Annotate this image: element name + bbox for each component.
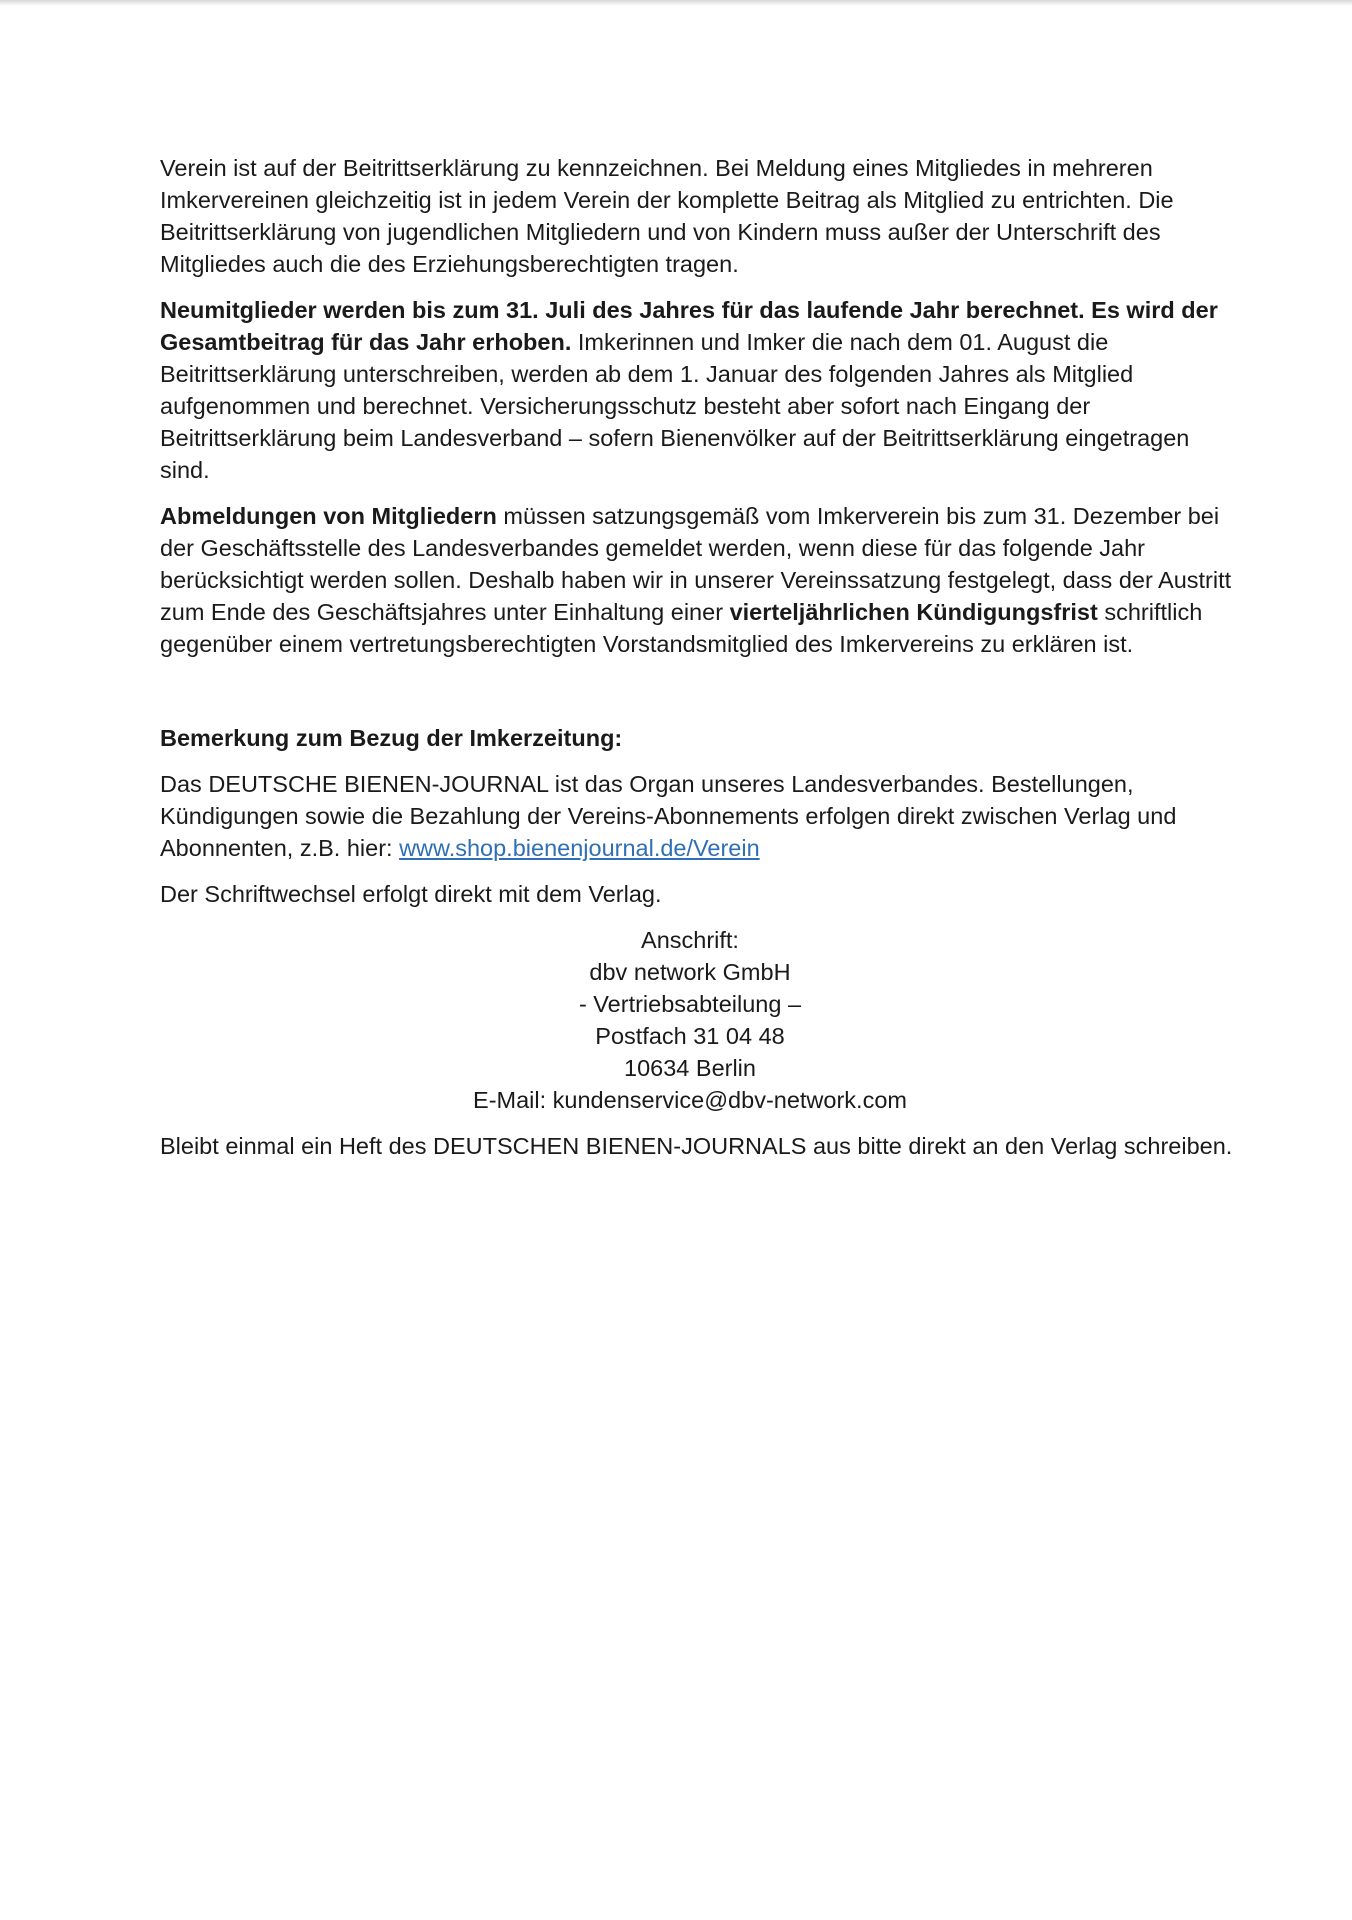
address-department: - Vertriebsabteilung – <box>578 991 802 1017</box>
journal-text: Das DEUTSCHE BIENEN-JOURNAL ist das Organ unseres Landesverbandes. Bestellungen, Kündigungen sowie die Bezahlung der Vereins-Abonnements erfolgen direkt zwischen Verlag und Abonnenten, z.B. hier: <box>160 771 1177 861</box>
section-gap <box>160 674 1240 722</box>
cancellations-text-2: schriftlich gegenüber einem vertretungsberechtigten Vorstandsmitglied des Imkervereins zu erklären ist. <box>160 599 1203 657</box>
address-city: 10634 Berlin <box>624 1055 756 1081</box>
new-members-bold: Neumitglieder werden bis zum 31. Juli des Jahres für das laufende Jahr berechnet. Es wird der Gesamtbeitrag für das Jahr erhoben. <box>160 297 1218 355</box>
address-po-box: Postfach 31 04 48 <box>595 1023 785 1049</box>
address-block <box>160 924 1220 1116</box>
page-top-edge <box>0 0 1352 6</box>
closing-paragraph: Bleibt einmal ein Heft des DEUTSCHEN BIENEN-JOURNALS aus bitte direkt an den Verlag schreiben. <box>160 1133 1233 1159</box>
document-page <box>160 152 1240 1176</box>
cancellations-paragraph <box>160 500 1240 660</box>
intro-paragraph <box>160 152 1240 280</box>
correspondence-paragraph: Der Schriftwechsel erfolgt direkt mit dem Verlag. <box>160 881 662 907</box>
cancellations-text-1: müssen satzungsgemäß vom Imkerverein bis zum 31. Dezember bei der Geschäftsstelle des Landesverbandes gemeldet werden, wenn diese für das folgende Jahr berücksichtigt werden sollen. Deshalb haben wir in unserer Vereinssatzung festgelegt, dass der Austritt zum Ende des Geschäftsjahres unter Einhaltung einer <box>160 503 1232 625</box>
address-company: dbv network GmbH <box>589 959 791 985</box>
new-members-paragraph <box>160 294 1240 486</box>
shop-link[interactable]: www.shop.bienenjournal.de/Verein <box>399 835 760 861</box>
intro-text: Verein ist auf der Beitrittserklärung zu kennzeichnen. Bei Meldung eines Mitgliedes in mehreren Imkervereinen gleichzeitig ist in jedem Verein der komplette Beitrag als Mitglied zu entrichten. Die Beitrittserklärung von jugendlichen Mitgliedern und von Kindern muss außer der Unterschrift des Mitgliedes auch die des Erziehungsberechtigten tragen. <box>160 155 1174 277</box>
cancellations-bold-1: Abmeldungen von Mitgliedern <box>160 503 497 529</box>
new-members-text: Imkerinnen und Imker die nach dem 01. August die Beitrittserklärung unterschreiben, werden ab dem 1. Januar des folgenden Jahres als Mitglied aufgenommen und berechnet. Versicherungsschutz besteht aber sofort nach Eingang der Beitrittserklärung beim Landesverband – sofern Bienenvölker auf der Beitrittserklärung eingetragen sind. <box>160 329 1190 483</box>
journal-paragraph <box>160 768 1240 864</box>
address-email: E-Mail: kundenservice@dbv-network.com <box>473 1087 907 1113</box>
address-label: Anschrift: <box>641 927 739 953</box>
cancellations-bold-2: vierteljährlichen Kündigungsfrist <box>729 599 1098 625</box>
journal-heading: Bemerkung zum Bezug der Imkerzeitung: <box>160 725 623 751</box>
